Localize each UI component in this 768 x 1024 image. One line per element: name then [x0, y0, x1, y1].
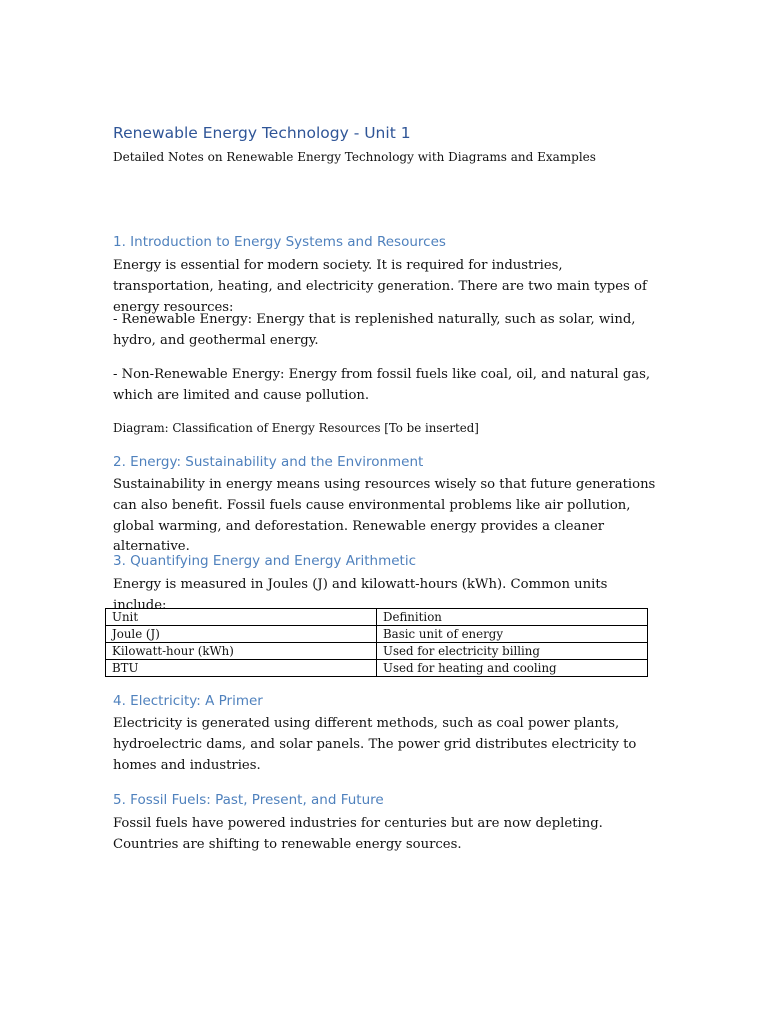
section-4-heading: 4. Electricity: A Primer: [113, 693, 263, 709]
section-4-paragraph-1: Electricity is generated using different methods, such as coal power plants, hydroelectric dams, and solar panels. The power grid distributes electricity to homes and industries.: [113, 716, 637, 773]
section-2-heading: 2. Energy: Sustainability and the Environment: [113, 454, 424, 470]
diagram-placeholder-note: Diagram: Classification of Energy Resources [To be inserted]: [113, 421, 479, 435]
table-cell: Used for electricity billing: [377, 643, 648, 660]
section-3-paragraph-1: Energy is measured in Joules (J) and kilowatt-hours (kWh). Common units include:: [113, 577, 608, 613]
table-header-row: [106, 609, 648, 626]
table-cell: Basic unit of energy: [377, 626, 648, 643]
document-title: Renewable Energy Technology - Unit 1: [113, 124, 411, 142]
table-cell: Used for heating and cooling: [377, 660, 648, 677]
section-5-paragraph-1: Fossil fuels have powered industries for centuries but are now depleting. Countries are shifting to renewable energy sources.: [113, 816, 603, 852]
section-1-paragraph-2: - Renewable Energy: Energy that is replenished naturally, such as solar, wind, hydro, and geothermal energy.: [113, 312, 636, 348]
energy-units-table: [105, 608, 648, 677]
section-1-paragraph-1: Energy is essential for modern society. It is required for industries, transportation, heating, and electricity generation. There are two main types of energy resources:: [113, 258, 647, 315]
section-5-heading: 5. Fossil Fuels: Past, Present, and Future: [113, 792, 384, 808]
table-row: [106, 643, 648, 660]
section-2-paragraph-1: Sustainability in energy means using resources wisely so that future generations can also benefit. Fossil fuels cause environmental problems like air pollution, global warming, and deforestation. Renewable energy provides a cleaner alternative.: [113, 477, 656, 555]
table-row: [106, 660, 648, 677]
table-cell: BTU: [106, 660, 377, 677]
document-subtitle: Detailed Notes on Renewable Energy Technology with Diagrams and Examples: [113, 150, 596, 164]
section-1-paragraph-3: - Non-Renewable Energy: Energy from fossil fuels like coal, oil, and natural gas, which are limited and cause pollution.: [113, 367, 651, 403]
table-cell: Joule (J): [106, 626, 377, 643]
section-3-heading: 3. Quantifying Energy and Energy Arithmetic: [113, 553, 417, 569]
table-header-cell: Unit: [106, 609, 377, 626]
document-page: [113, 0, 658, 1024]
table-cell: Kilowatt-hour (kWh): [106, 643, 377, 660]
section-1-heading: 1. Introduction to Energy Systems and Resources: [113, 234, 446, 250]
table-row: [106, 626, 648, 643]
table-header-cell: Definition: [377, 609, 648, 626]
